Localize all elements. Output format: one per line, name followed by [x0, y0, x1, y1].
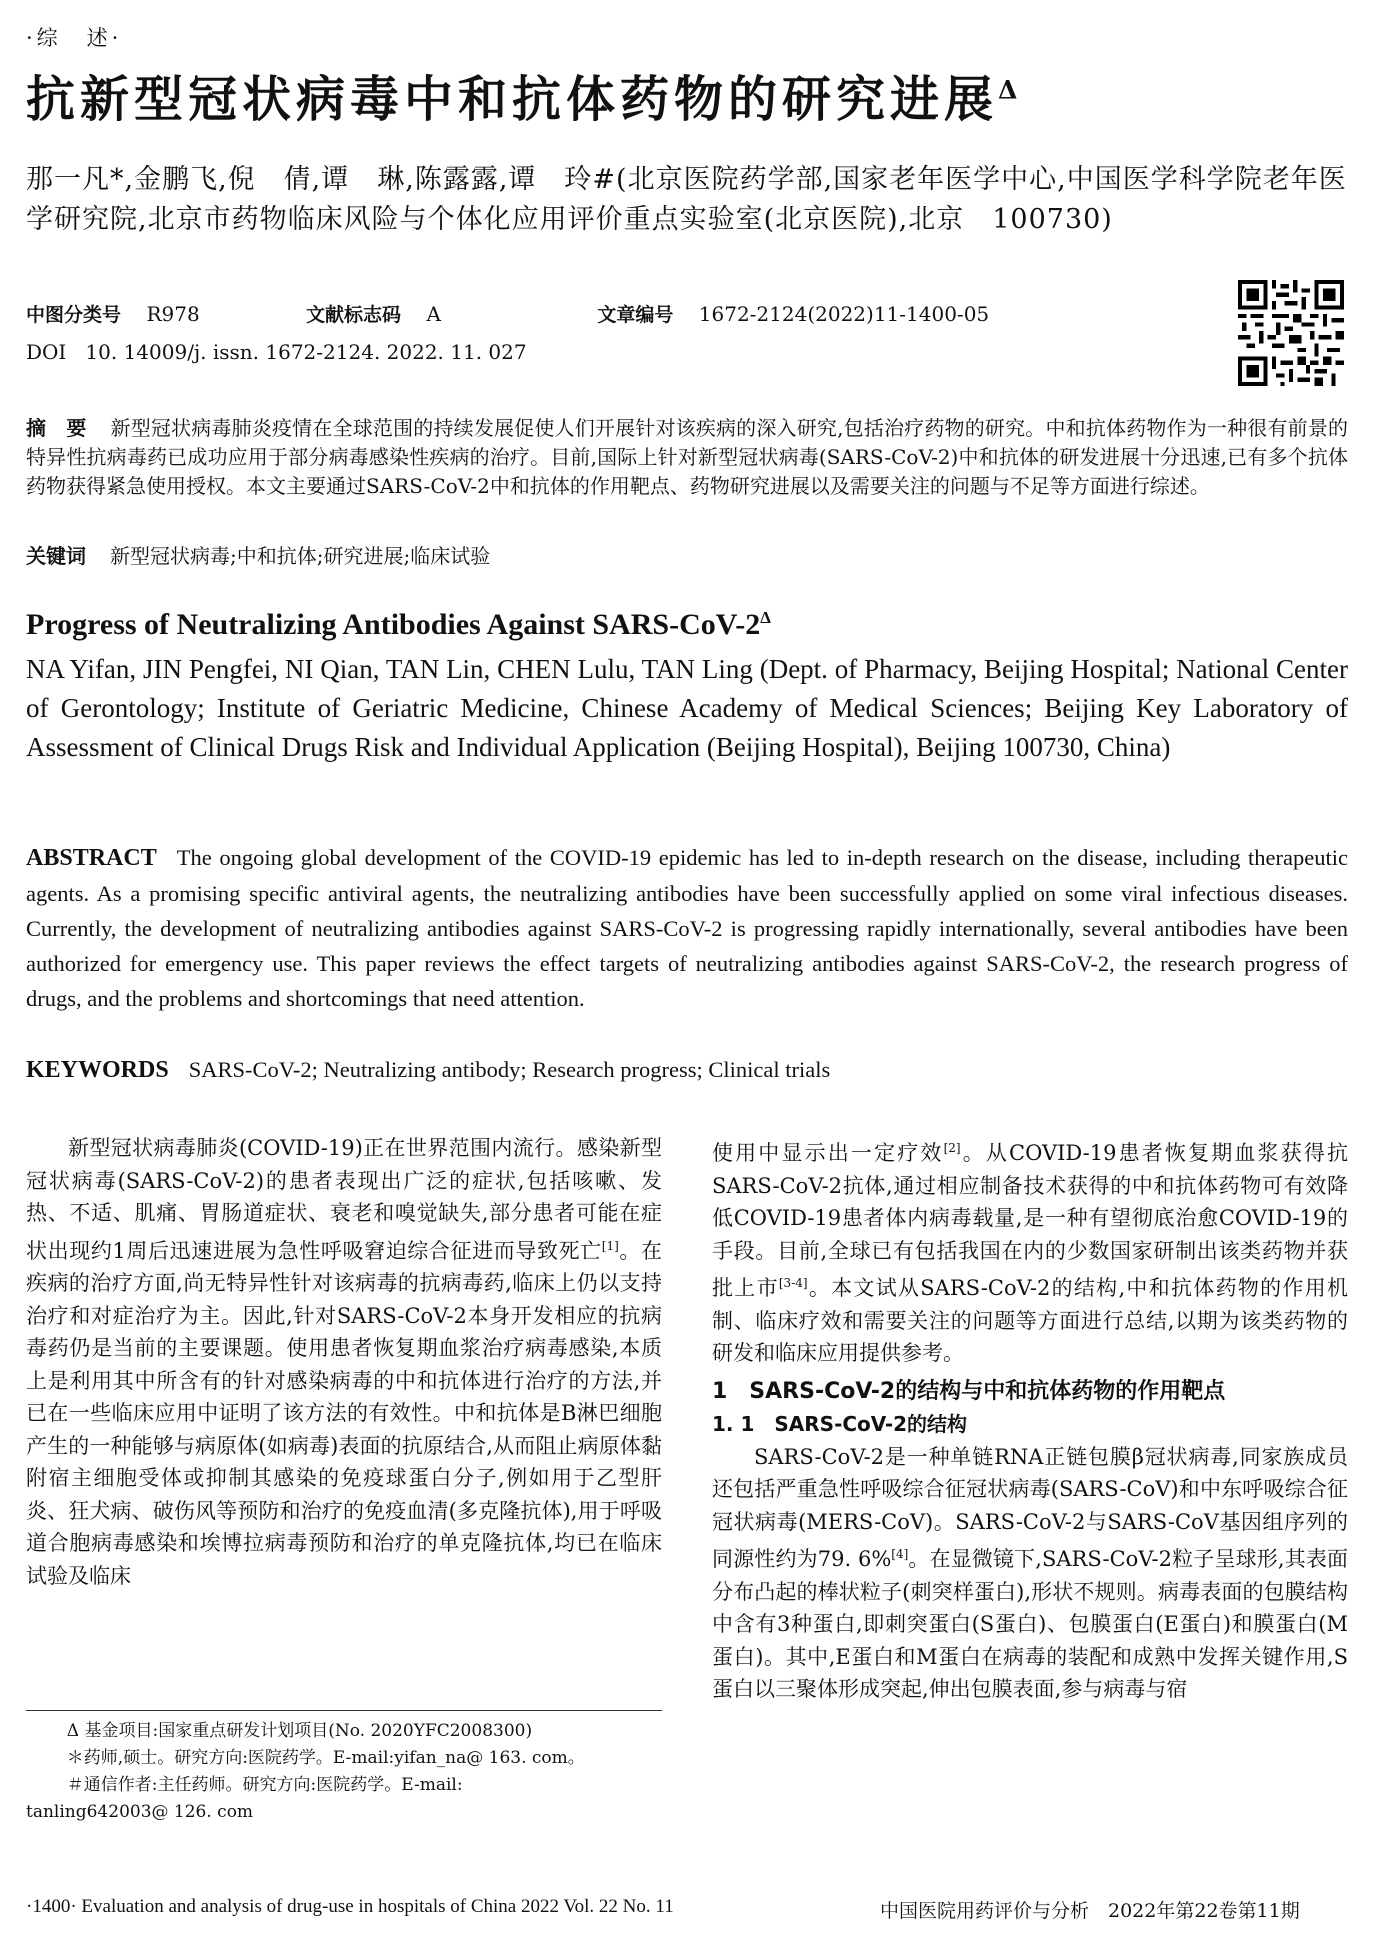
doi-label: DOI — [26, 340, 67, 364]
reference-link[interactable]: [3-4] — [778, 1276, 808, 1290]
body-left-column — [26, 1132, 662, 1592]
english-keywords-text: SARS-CoV-2; Neutralizing antibody; Research progress; Clinical trials — [188, 1057, 831, 1082]
section-heading: 1 SARS-CoV-2的结构与中和抗体药物的作用靶点 — [712, 1378, 1226, 1404]
english-abstract-text: The ongoing global development of the COVID-19 epidemic has led to in-depth research on the disease, including therapeutic agents. As a promising specific antiviral agents, the neutralizing antibodies have been successfully applied on some viral infectious diseases. Currently, the development of neutralizing antibodies against SARS-CoV-2 is progressing rapidly internationally, several antibodies have been authorized for emergency use. This paper reviews the effect targets of neutralizing antibodies against SARS-CoV-2, the research progress of drugs, and the problems and shortcomings that need attention. — [26, 845, 1348, 1011]
body-text: 使用中显示出一定疗效 — [712, 1141, 944, 1165]
reference-link[interactable]: [4] — [891, 1547, 909, 1561]
clc-label: 中图分类号 — [26, 304, 122, 326]
doc-code-label: 文献标志码 — [306, 304, 402, 326]
english-abstract-label: ABSTRACT — [26, 845, 157, 871]
page-footer-left: ·1400· Evaluation and analysis of drug-use in hospitals of China 2022 Vol. 22 No. 11 — [26, 1896, 674, 1917]
authors-affiliation-cn: 那一凡*,金鹏飞,倪 倩,谭 琳,陈露露,谭 玲#(北京医院药学部,国家老年医学中心,中国医学科学院老年医学研究院,北京市药物临床风险与个体化应用评价重点实验室(北京医院),北京 100730) — [26, 164, 1347, 235]
title-mark: Δ — [998, 75, 1018, 105]
article-number-label: 文章编号 — [597, 304, 674, 326]
abstract-cn-text: 新型冠状病毒肺炎疫情在全球范围的持续发展促使人们开展针对该疾病的深入研究,包括治疗药物的研究。中和抗体药物作为一种很有前景的特异性抗病毒药已成功应用于部分病毒感染性疾病的治疗。目前,国际上针对新型冠状病毒(SARS-CoV-2)中和抗体的研发进展十分迅速,已有多个抗体药物获得紧急使用授权。本文主要通过SARS-CoV-2中和抗体的作用靶点、药物研究进展以及需要关注的问题与不足等方面进行综述。 — [26, 416, 1348, 498]
qr-code-icon — [1238, 280, 1344, 386]
abstract-cn-label: 摘 要 — [26, 416, 87, 440]
english-keywords — [26, 1052, 830, 1088]
english-authors: NA Yifan, JIN Pengfei, NI Qian, TAN Lin, CHEN Lulu, TAN Ling (Dept. of Pharmacy, Beijing Hospital; National Center of Gerontology; Institute of Geriatric Medicine, Chinese Academy of Medical Sciences; Beijing Key Laboratory of Assessment of Clinical Drugs Risk and Individual Application (Beijing Hospital), Beijing 100730, China) — [26, 654, 1348, 762]
body-paragraph — [26, 1132, 662, 1592]
footnote-divider — [26, 1710, 662, 1711]
page-footer-right: 中国医院用药评价与分析 2022年第22卷第11期 — [880, 1900, 1300, 1922]
subsection-heading: 1. 1 SARS-CoV-2的结构 — [712, 1412, 968, 1436]
footnote-email: tanling642003@ 126. com — [26, 1802, 254, 1822]
english-keywords-label: KEYWORDS — [26, 1057, 169, 1083]
body-text: SARS-CoV-2是一种单链RNA正链包膜β冠状病毒,同家族成员还包括严重急性呼吸综合征冠状病毒(SARS-CoV)和中东呼吸综合征冠状病毒(MERS-CoV)。SARS-CoV-2与SARS-CoV基因组序列的同源性约为79. 6% — [712, 1444, 1348, 1571]
keywords-cn-label: 关键词 — [26, 544, 86, 568]
body-text: 。本文试从SARS-CoV-2的结构,中和抗体药物的作用机制、临床疗效和需要关注的问题等方面进行总结,以期为该类药物的研发和临床应用提供参考。 — [712, 1276, 1349, 1365]
body-text: 。从COVID-19患者恢复期血浆获得抗SARS-CoV-2抗体,通过相应制备技术获得的中和抗体药物可有效降低COVID-19患者体内病毒载量,是一种有望彻底治愈COVID-19的手段。目前,全球已有包括我国在内的少数国家研制出该类药物并获批上市 — [712, 1141, 1349, 1300]
english-title — [26, 608, 771, 642]
doc-code-value: A — [426, 302, 441, 326]
doi-value: 10. 14009/j. issn. 1672-2124. 2022. 11. 027 — [85, 340, 527, 364]
reference-link[interactable]: [1] — [601, 1238, 619, 1253]
article-number-value: 1672-2124(2022)11-1400-05 — [698, 302, 990, 326]
body-text: 。在显微镜下,SARS-CoV-2粒子呈球形,其表面分布凸起的棒状粒子(刺突样蛋白),形状不规则。病毒表面的包膜结构中含有3种蛋白,即刺突蛋白(S蛋白)、包膜蛋白(E蛋白)和膜蛋白(M蛋白)。其中,E蛋白和M蛋白在病毒的装配和成熟中发挥关键作用,S蛋白以三聚体形成突起,伸出包膜表面,参与病毒与宿 — [712, 1547, 1349, 1701]
body-paragraph — [712, 1441, 1348, 1706]
title-text: 抗新型冠状病毒中和抗体药物的研究进展 — [26, 70, 999, 128]
body-paragraph — [712, 1132, 1348, 1370]
footnote-corresponding: ＃通信作者:主任药师。研究方向:医院药学。E-mail: — [66, 1775, 463, 1795]
doi-row — [26, 338, 527, 366]
english-title-mark: Δ — [760, 608, 771, 627]
body-right-column — [712, 1132, 1348, 1706]
footnote-author: ＊药师,硕士。研究方向:医院药学。E-mail:yifan_na@ 163. com。 — [66, 1748, 585, 1768]
reference-link[interactable]: [2] — [943, 1141, 961, 1155]
abstract-cn — [26, 414, 1348, 501]
english-abstract — [26, 840, 1348, 1016]
english-title-text: Progress of Neutralizing Antibodies Against SARS-CoV-2 — [26, 608, 761, 641]
keywords-cn-text: 新型冠状病毒;中和抗体;研究进展;临床试验 — [110, 544, 491, 568]
body-text: 。在疾病的治疗方面,尚无特异性针对该病毒的抗病毒药,临床上仍以支持治疗和对症治疗为主。因此,针对SARS-CoV-2本身开发相应的抗病毒药仍是当前的主要课题。使用患者恢复期血浆治疗病毒感染,本质上是利用其中所含有的针对感染病毒的中和抗体进行治疗的方法,并已在一些临床应用中证明了该方法的有效性。中和抗体是B淋巴细胞产生的一种能够与病原体(如病毒)表面的抗原结合,从而阻止病原体黏附宿主细胞受体或抑制其感染的免疫球蛋白分子,例如用于乙型肝炎、狂犬病、破伤风等预防和治疗的免疫血清(多克隆抗体),用于呼吸道合胞病毒感染和埃博拉病毒预防和治疗的单克隆抗体,均已在临床试验及临床 — [26, 1238, 663, 1588]
section-label: ·综 述· — [26, 26, 123, 50]
metadata-row — [26, 300, 989, 329]
page-title — [26, 70, 1017, 129]
keywords-cn — [26, 542, 490, 571]
body-text: 新型冠状病毒肺炎(COVID-19)正在世界范围内流行。感染新型冠状病毒(SARS-CoV-2)的患者表现出广泛的症状,包括咳嗽、发热、不适、肌痛、胃肠道症状、衰老和嗅觉缺失,部分患者可能在症状出现约1周后迅速进展为急性呼吸窘迫综合征进而导致死亡 — [26, 1136, 662, 1263]
footnote-fund: Δ 基金项目:国家重点研发计划项目(No. 2020YFC2008300) — [66, 1721, 533, 1741]
footnotes — [26, 1718, 662, 1826]
clc-value: R978 — [146, 302, 200, 326]
